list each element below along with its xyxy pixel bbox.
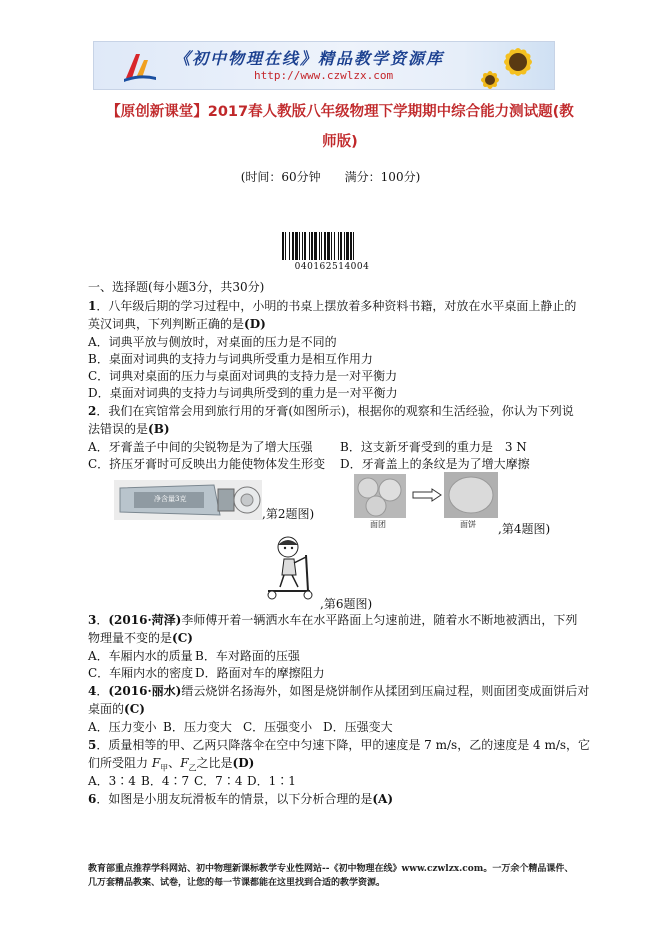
option: C．挤压牙膏时可反映出力能使物体发生形变 [88, 457, 326, 471]
question-6-line-1: 6．如图是小朋友玩滑板车的情景，以下分析合理的是(A) [88, 792, 394, 806]
question-number: 4 [88, 684, 97, 698]
option: A．车厢内水的质量 [88, 649, 193, 663]
exam-info: (时间：60分钟 满分：100分) [240, 170, 421, 184]
option: D．压强变大 [323, 720, 393, 734]
question-3-line-1: 3．(2016·菏泽)李师傅开着一辆洒水车在水平路面上匀速前进，随着水不断地被洒出，下列 [88, 613, 578, 627]
figure-4-caption: ,第4题图) [498, 522, 551, 536]
sunflower-icon [478, 41, 548, 90]
footer-line-2: 几万套精品教案、试卷，让您的每一节课都能在这里找到合适的教学资源。 [88, 878, 386, 888]
question-4-line-1: 4．(2016·丽水)缙云烧饼名扬海外，如图是烧饼制作从揉团到压扁过程，则面团变成面饼后对 [88, 684, 590, 698]
option: B．压力变大 [163, 720, 232, 734]
answer: (C) [172, 631, 193, 645]
question-number: 5 [88, 738, 97, 752]
figure-6-caption: ,第6题图) [320, 597, 373, 611]
dough-balls-icon [354, 474, 406, 518]
dough-label: 面团 [370, 520, 386, 529]
option: B．4∶7 [141, 774, 190, 788]
question-number: 3 [88, 613, 97, 627]
site-logo-icon [122, 48, 158, 84]
question-5-line-2: 们所受阻力 $F_甲$、$F_乙$之比是(D) [88, 756, 255, 773]
option: A．词典平放与侧放时，对桌面的压力是不同的 [88, 335, 337, 349]
option: A．牙膏盖子中间的尖锐物是为了增大压强 [88, 440, 313, 454]
section-heading: 一、选择题(每小题3分，共30分) [88, 280, 265, 294]
option: D．1∶1 [247, 774, 296, 788]
question-number: 1 [88, 299, 97, 313]
pancake-label: 面饼 [460, 520, 476, 529]
question-1-line-2: 英汉词典，下列判断正确的是(D) [88, 317, 266, 331]
question-number: 6 [88, 792, 97, 806]
option: A．压力变小 [88, 720, 157, 734]
question-source: (2016·丽水) [108, 684, 182, 698]
dough-image [354, 474, 406, 518]
question-5-line-1: 5．质量相等的甲、乙两只降落伞在空中匀速下降，甲的速度是 7 m/s，乙的速度是 4 m/s，它 [88, 738, 591, 752]
question-number: 2 [88, 404, 97, 418]
option: C．词典对桌面的压力与桌面对词典的支持力是一对平衡力 [88, 369, 398, 383]
page-title: 【原创新课堂】2017春人教版八年级物理下学期期中综合能力测试题(教师版) [106, 104, 574, 150]
banner-title: 《初中物理在线》精品教学资源库 [174, 49, 445, 68]
option: B．桌面对词典的支持力与词典所受重力是相互作用力 [88, 352, 373, 366]
barcode-number: 040162514004 [294, 262, 370, 272]
pancake-icon [444, 472, 498, 518]
toothpaste-icon [114, 480, 262, 520]
option: B．车对路面的压强 [195, 649, 300, 663]
answer: (D) [232, 756, 255, 770]
barcode-icon [280, 232, 384, 260]
toothpaste-image [114, 480, 262, 520]
option: D．路面对车的摩擦阻力 [195, 666, 325, 680]
option: C．压强变小 [243, 720, 313, 734]
toothpaste-label: 净含量3克 [154, 495, 187, 503]
banner-url[interactable]: http://www.czwlzx.com [254, 69, 394, 82]
option: C．7∶4 [194, 774, 243, 788]
question-source: (2016·菏泽) [108, 613, 182, 627]
question-2-line-1: 2．我们在宾馆常会用到旅行用的牙膏(如图所示)，根据你的观察和生活经验，你认为下列说 [88, 404, 574, 418]
answer: (D) [244, 317, 266, 331]
figure-2-caption: ,第2题图) [262, 507, 315, 521]
page-footer [88, 862, 588, 890]
answer: (A) [372, 792, 394, 806]
answer: (B) [148, 422, 170, 436]
right-arrow-icon [412, 488, 442, 502]
question-4-line-2: 桌面的(C) [88, 702, 145, 716]
question-2-line-2: 法错误的是(B) [88, 422, 170, 436]
option: B．这支新牙膏受到的重力是 3 N [340, 440, 527, 454]
option: A．3∶4 [88, 774, 136, 788]
header-banner [93, 41, 555, 90]
pancake-image [444, 472, 498, 518]
question-3-line-2: 物理量不变的是(C) [88, 631, 193, 645]
option: D．牙膏盖上的条纹是为了增大摩擦 [340, 457, 530, 471]
footer-line-1: 教育部重点推荐学科网站、初中物理新课标教学专业性网站--《初中物理在线》www.czwlzx.com。一万余个精品课件、 [88, 864, 574, 874]
option: C．车厢内水的密度 [88, 666, 194, 680]
child-scooter-icon [262, 535, 320, 601]
option: D．桌面对词典的支持力与词典所受到的重力是一对平衡力 [88, 386, 398, 400]
answer: (C) [124, 702, 145, 716]
question-1-line-1: 1．八年级后期的学习过程中，小明的书桌上摆放着多种资料书籍，对放在水平桌面上静止的 [88, 299, 577, 313]
